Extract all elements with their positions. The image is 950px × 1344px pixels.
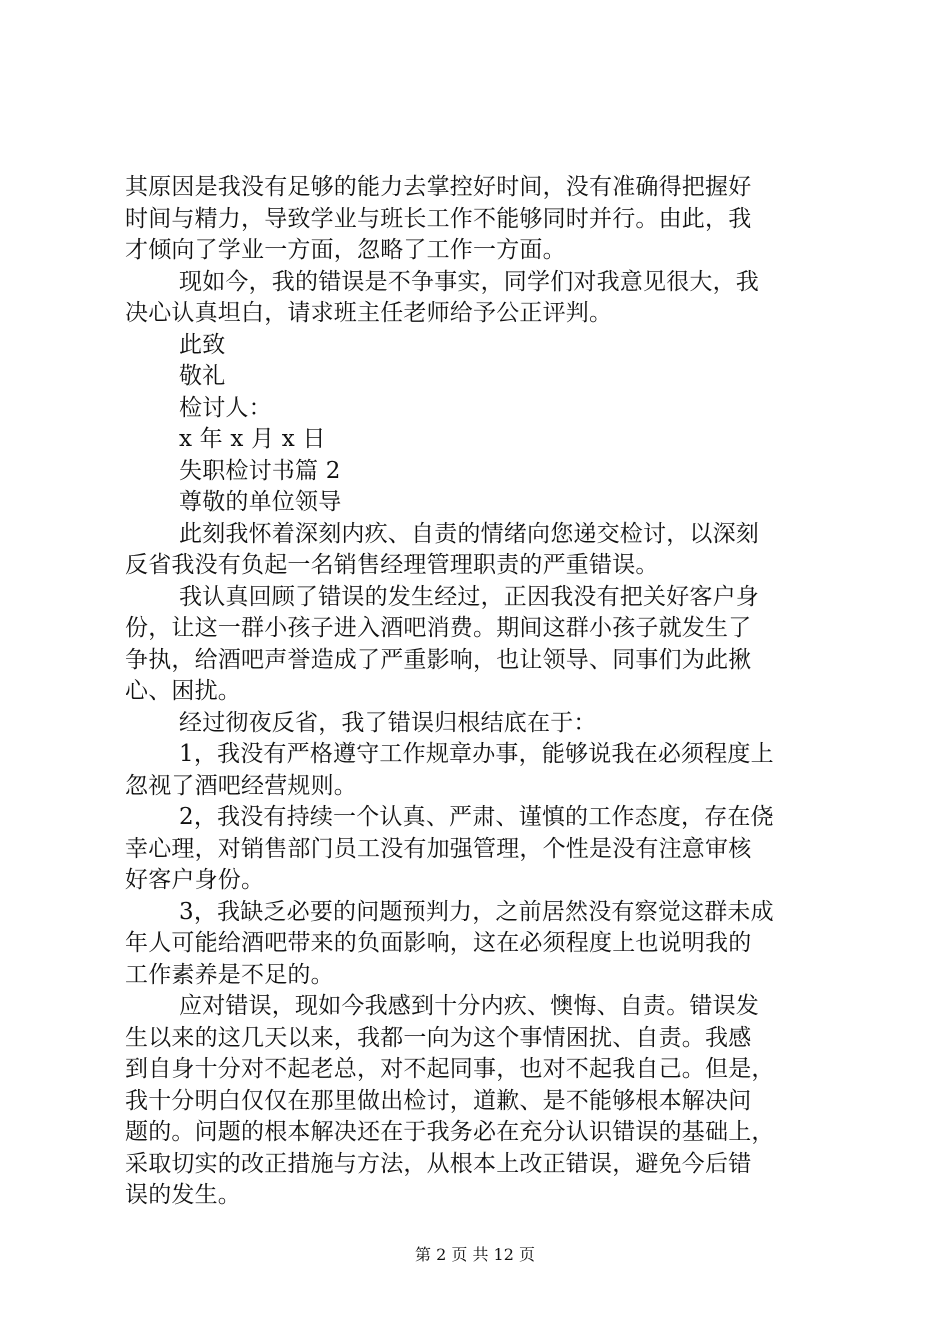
text-line: 生以来的这几天以来，我都一向为这个事情困扰、自责。我感	[125, 1024, 752, 1051]
text-line: 3，我缺乏必要的问题预判力，之前居然没有察觉这群未成	[179, 898, 774, 925]
text-line: 1，我没有严格遵守工作规章办事，能够说我在必须程度上	[179, 741, 774, 767]
text-line: 我十分明白仅仅在那里做出检讨，道歉、是不能够根本解决问	[125, 1087, 752, 1114]
text-line: 经过彻夜反省，我了错误归根结底在于：	[179, 709, 597, 736]
text-line: 此致	[179, 331, 226, 358]
text-line: 2，我没有持续一个认真、严肃、谨慎的工作态度，存在侥	[179, 804, 774, 830]
text-line: 幸心理，对销售部门员工没有加强管理，个性是没有注意审核	[125, 835, 752, 862]
text-line: 敬礼	[179, 363, 226, 389]
text-line: 题的。问题的根本解决还在于我务必在充分认识错误的基础上，	[125, 1119, 775, 1145]
text-line: 份，让这一群小孩子进入酒吧消费。期间这群小孩子就发生了	[125, 615, 752, 641]
text-line: 应对错误，现如今我感到十分内疚、懊悔、自责。错误发	[179, 993, 759, 1019]
text-line: 现如今，我的错误是不争事实，同学们对我意见很大，我	[179, 268, 759, 295]
text-line: 时间与精力，导致学业与班长工作不能够同时并行。由此，我	[125, 205, 752, 232]
text-line: 心、困扰。	[125, 678, 241, 704]
text-line: 误的发生。	[125, 1182, 241, 1208]
text-line: 失职检讨书篇 2	[179, 457, 341, 484]
text-line: 工作素养是不足的。	[125, 961, 334, 988]
text-line: 此刻我怀着深刻内疚、自责的情绪向您递交检讨，以深刻	[179, 520, 759, 547]
text-line: 才倾向了学业一方面，忽略了工作一方面。	[125, 237, 566, 263]
page-footer: 第 2 页 共 12 页	[415, 1245, 535, 1264]
text-line: 我认真回顾了错误的发生经过，正因我没有把关好客户身	[179, 583, 759, 610]
text-line: 检讨人：	[179, 394, 272, 421]
text-line: 反省我没有负起一名销售经理管理职责的严重错误。	[125, 552, 659, 578]
text-line: 决心认真坦白，请求班主任老师给予公正评判。	[125, 300, 613, 326]
document-body	[125, 172, 835, 1212]
text-line: 争执，给酒吧声誉造成了严重影响，也让领导、同事们为此揪	[125, 646, 752, 673]
text-line: 好客户身份。	[125, 867, 265, 893]
text-line: x 年 x 月 x 日	[179, 426, 326, 452]
text-line: 尊敬的单位领导	[179, 489, 342, 515]
text-line: 采取切实的改正措施与方法，从根本上改正错误，避免今后错	[125, 1150, 752, 1177]
text-line: 到自身十分对不起老总，对不起同事，也对不起我自己。但是，	[125, 1056, 775, 1082]
text-line: 年人可能给酒吧带来的负面影响，这在必须程度上也说明我的	[125, 930, 752, 956]
text-line: 其原因是我没有足够的能力去掌控好时间，没有准确得把握好	[125, 174, 752, 200]
text-line: 忽视了酒吧经营规则。	[125, 772, 357, 799]
